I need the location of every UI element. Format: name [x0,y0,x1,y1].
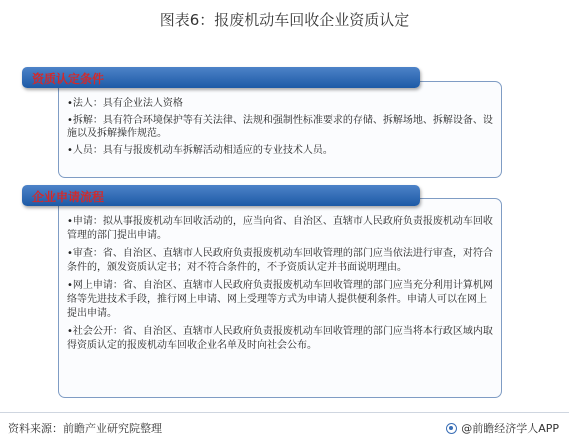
section-heading: 资质认定条件 [32,72,105,86]
list-item: •社会公开：省、自治区、直辖市人民政府负责报废机动车回收管理的部门应当将本行政区域内取得资质认定的报废机动车回收企业名单及时向社会公布。 [67,326,493,351]
qualification-items [67,97,493,160]
qualification-heading-bar [22,67,420,88]
brand-credit [446,420,559,436]
brand-text: @前瞻经济学人APP [461,422,559,435]
list-item: •审查：省、自治区、直辖市人民政府负责报废机动车回收管理的部门应当依法进行审查，对符合条件的，颁发资质认定书；对不符合条件的，不予资质认定并书面说明理由。 [67,248,493,273]
application-heading-bar [22,185,420,206]
application-items [67,215,493,357]
list-item: •网上申请：省、自治区、直辖市人民政府负责报废机动车回收管理的部门应当充分利用计算机网络等先进技术手段，推行网上申请、网上受理等方式为申请人提供便利条件。申请人可以在网上提出申请。 [67,280,493,319]
section-heading: 企业申请流程 [32,190,105,204]
brand-logo-icon [446,423,457,434]
list-item: •人员：具有与报废机动车拆解活动相适应的专业技术人员。 [67,144,333,156]
source-note: 资料来源：前瞻产业研究院整理 [8,422,162,435]
footer-divider [0,412,569,413]
list-item: •申请：拟从事报废机动车回收活动的，应当向省、自治区、直辖市人民政府负责报废机动车回收管理的部门提出申请。 [67,216,493,241]
list-item: •法人：具有企业法人资格 [67,98,183,109]
figure-title: 图表6：报废机动车回收企业资质认定 [159,11,410,29]
application-process-box [58,198,502,398]
qualification-conditions-box [58,81,502,178]
list-item: •拆解：具有符合环境保护等有关法律、法规和强制性标准要求的存储、拆解场地、拆解设备、设施以及拆解操作规范。 [67,114,493,140]
